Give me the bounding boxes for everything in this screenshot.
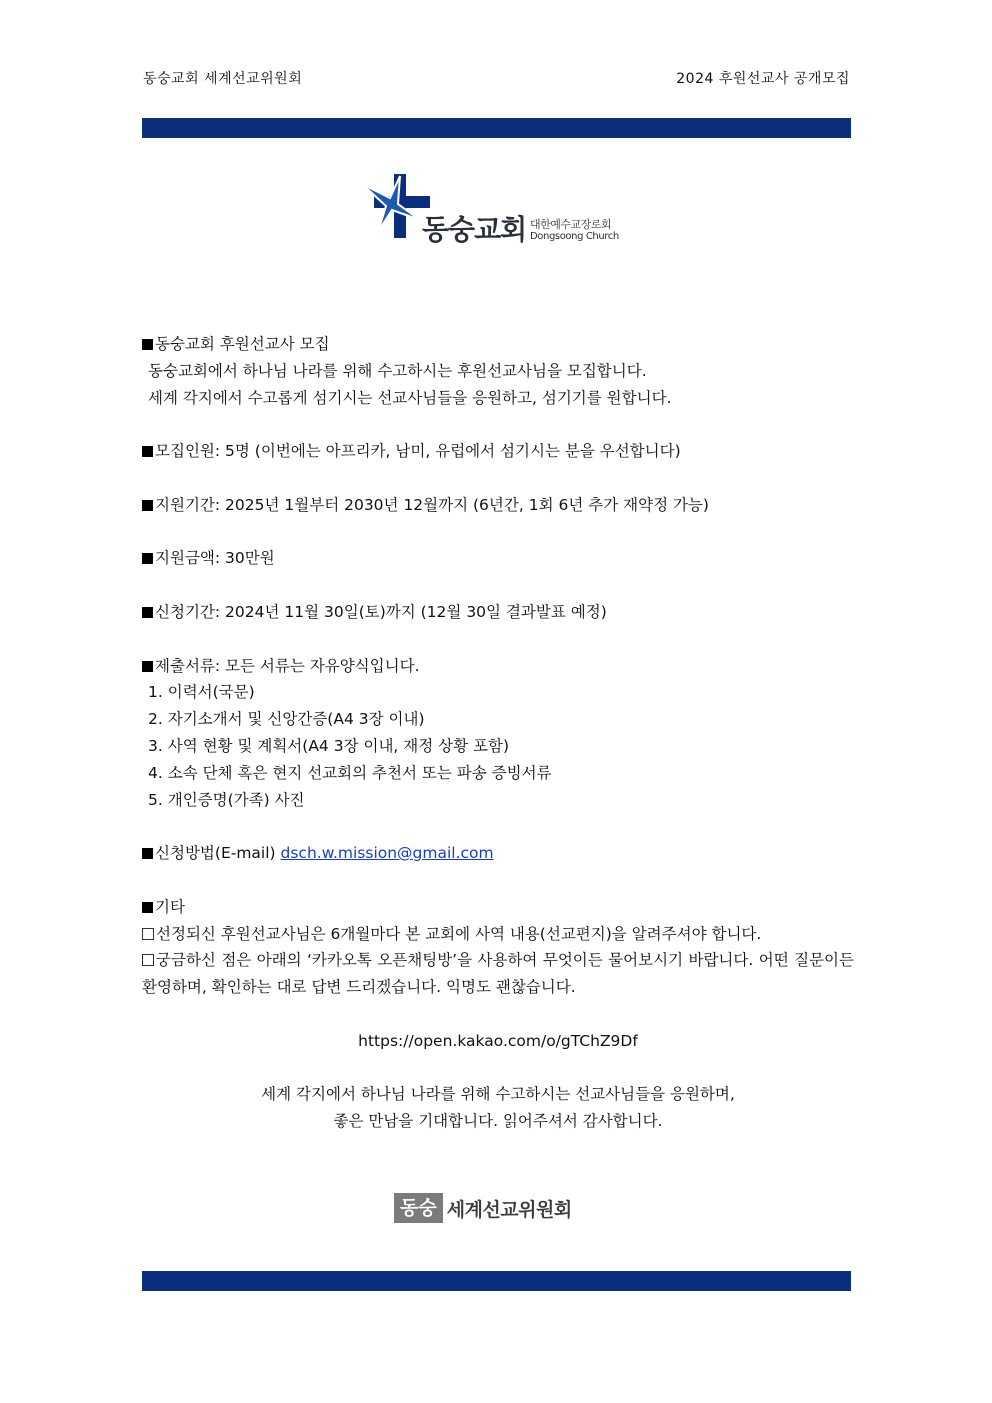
square-bullet-icon — [142, 553, 153, 564]
closing-line-1: 세계 각지에서 하나님 나라를 위해 수고하시는 선교사님들을 응원하며, — [261, 1085, 735, 1104]
docs-title: 제출서류: 모든 서류는 자유양식입니다. — [155, 656, 420, 675]
docs-list-item: 4. 소속 단체 혹은 현지 선교회의 추천서 또는 파송 증빙서류 — [148, 763, 552, 782]
method-item — [142, 840, 854, 867]
etc-text-1: 선정되신 후원선교사님은 6개월마다 본 교회에 사역 내용(선교편지)을 알려주셔야 합니다. — [156, 924, 762, 943]
footer-logo-text: 세계선교위원회 — [446, 1198, 572, 1221]
footer-logo-box: 동숭 — [394, 1193, 443, 1223]
amount-text: 지원금액: 30만원 — [155, 549, 275, 568]
docs-list-item: 3. 사역 현황 및 계획서(A4 3장 이내, 재정 상황 포함) — [148, 736, 510, 755]
period-text: 지원기간: 2025년 1월부터 2030년 12월까지 (6년간, 1회 6년 추가 재약정 가능) — [155, 495, 709, 514]
docs-heading — [142, 653, 854, 680]
recruit-text: 모집인원: 5명 (이번에는 아프리카, 남미, 유럽에서 섬기시는 분을 우선합니다) — [155, 442, 681, 461]
bottom-divider-bar — [142, 1271, 851, 1291]
logo-english-name: Dongsoong Church — [530, 231, 619, 242]
etc-item-2 — [142, 947, 854, 1001]
logo-denomination: 대한예수교장로회 — [530, 218, 612, 231]
method-label: 신청방법(E-mail) — [155, 844, 281, 863]
intro-title: 동숭교회 후원선교사 모집 — [155, 335, 330, 353]
intro-line-1: 동숭교회에서 하나님 나라를 위해 수고하시는 후원선교사님을 모집합니다. — [148, 361, 647, 380]
checkbox-bullet-icon — [142, 928, 154, 940]
intro-heading — [142, 331, 854, 358]
closing-line-2: 좋은 만남을 기대합니다. 읽어주셔서 감사합니다. — [333, 1112, 663, 1131]
square-bullet-icon — [142, 848, 153, 859]
etc-title: 기타 — [155, 897, 185, 916]
recruit-item — [142, 438, 854, 465]
church-logo — [360, 170, 640, 250]
logo-church-name: 동숭교회 — [422, 213, 527, 246]
header-left: 동숭교회 세계선교위원회 — [143, 71, 303, 87]
apply-period-item — [142, 599, 854, 626]
apply-period-text: 신청기간: 2024년 11월 30일(토)까지 (12월 30일 결과발표 예정) — [155, 602, 607, 621]
square-bullet-icon — [142, 661, 153, 672]
square-bullet-icon — [142, 446, 153, 457]
etc-item-1 — [142, 921, 854, 948]
docs-list-item: 1. 이력서(국문) — [148, 683, 255, 702]
header-right: 2024 후원선교사 공개모집 — [676, 71, 850, 87]
notice-body — [142, 331, 854, 1135]
docs-list-item: 2. 자기소개서 및 신앙간증(A4 3장 이내) — [148, 710, 425, 729]
amount-item — [142, 545, 854, 572]
docs-list-item: 5. 개인증명(가족) 사진 — [148, 790, 305, 809]
etc-text-2: 궁금하신 점은 아래의 ‘카카오톡 오픈채팅방’을 사용하여 무엇이든 물어보시기 바랍니다. 어떤 질문이든 환영하며, 확인하는 대로 답변 드리겠습니다. 익명도 괜찮습니다. — [142, 951, 854, 997]
square-bullet-icon — [142, 902, 153, 913]
top-divider-bar — [142, 118, 851, 138]
footer-logo — [394, 1192, 572, 1224]
etc-heading — [142, 894, 854, 921]
square-bullet-icon — [142, 339, 153, 350]
period-item — [142, 492, 854, 519]
checkbox-bullet-icon — [142, 954, 154, 966]
email-link[interactable]: dsch.w.mission@gmail.com — [280, 844, 494, 863]
intro-line-2: 세계 각지에서 수고롭게 섬기시는 선교사님들을 응원하고, 섬기기를 원합니다. — [148, 388, 672, 407]
square-bullet-icon — [142, 500, 153, 511]
kakao-url[interactable]: https://open.kakao.com/o/gTChZ9Df — [358, 1031, 638, 1050]
square-bullet-icon — [142, 607, 153, 618]
